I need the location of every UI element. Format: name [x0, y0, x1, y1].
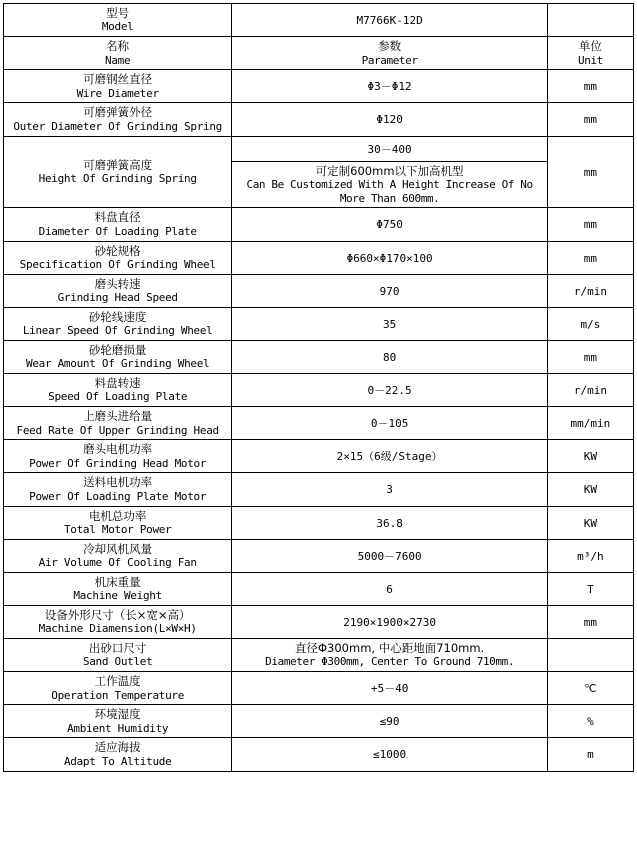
- row-unit-text: mm: [583, 350, 598, 364]
- row-value-feed-rate-upper-grinding-head: [232, 407, 548, 440]
- column-header-name-en: Name: [105, 53, 131, 67]
- row-label-cn: 可磨弹簧外径: [83, 105, 153, 120]
- row-unit-air-volume-cooling-fan: [547, 539, 633, 572]
- row-label-cn: 适应海拔: [94, 740, 141, 755]
- row-label-cn: 上磨头进给量: [83, 409, 153, 424]
- table-row: [4, 639, 634, 672]
- row-label-cn: 冷却风机风量: [83, 541, 153, 556]
- row-unit-specification-grinding-wheel: [547, 241, 633, 274]
- table-row: [4, 307, 634, 340]
- row-label-cn: 砂轮磨损量: [88, 342, 147, 357]
- height-custom-note: [232, 162, 547, 208]
- row-label-cn: 环境湿度: [94, 707, 141, 722]
- row-label-en: Grinding Head Speed: [57, 291, 178, 304]
- row-label-cn: 料盘直径: [94, 210, 141, 225]
- row-label-en: Operation Temperature: [51, 688, 185, 702]
- row-label-air-volume-cooling-fan: [4, 539, 232, 572]
- row-unit-ambient-humidity: [547, 705, 633, 738]
- row-value-text: 2190×1900×2730: [343, 615, 436, 629]
- row-label-cn: 可磨钢丝直径: [83, 72, 153, 87]
- row-label-cn: 设备外形尺寸（长×宽×高）: [44, 607, 191, 622]
- row-value-power-grinding-head-motor: [232, 440, 548, 473]
- column-header-parameter-en: Parameter: [361, 53, 418, 67]
- row-unit-wear-amount-grinding-wheel: [547, 340, 633, 373]
- height-range-value: [232, 137, 547, 162]
- row-unit-adapt-to-altitude: [547, 738, 633, 771]
- table-row: [4, 70, 634, 103]
- row-label-cn: 出砂口尺寸: [88, 641, 147, 655]
- row-value-specification-grinding-wheel: [232, 241, 548, 274]
- row-value-total-motor-power: [232, 506, 548, 539]
- row-label-cn: 送料电机功率: [83, 475, 153, 490]
- row-label-speed-loading-plate: [4, 374, 232, 407]
- row-value-outer-diameter-grinding-spring: [232, 103, 548, 136]
- row-unit-text: mm: [583, 80, 598, 94]
- row-value-text: ≤1000: [373, 748, 407, 762]
- row-value-text: 35: [382, 317, 397, 331]
- row-label-cn: 砂轮线速度: [88, 309, 147, 324]
- row-value-ambient-humidity: [232, 705, 548, 738]
- row-value-cn: 直径Φ300mm, 中心距地面710mm.: [294, 641, 485, 655]
- row-value-en: Diameter Φ300mm, Center To Ground 710mm.: [265, 655, 515, 669]
- row-label-en: Ambient Humidity: [67, 721, 169, 735]
- table-row: [4, 274, 634, 307]
- row-value-linear-speed-grinding-wheel: [232, 307, 548, 340]
- row-unit-text: T: [587, 582, 594, 596]
- row-label-sand-outlet: [4, 639, 232, 672]
- row-label-cn: 可磨弹簧高度: [83, 157, 153, 172]
- height-custom-note-en: Can Be Customized With A Height Increase Of No More Than 600mm.: [246, 177, 533, 205]
- row-label-wire-diameter: [4, 70, 232, 103]
- row-value-height-grinding-spring: [232, 136, 548, 208]
- row-unit-diameter-loading-plate: [547, 208, 633, 241]
- row-label-en: Wear Amount Of Grinding Wheel: [26, 357, 210, 371]
- column-header-unit-en: Unit: [577, 53, 603, 67]
- row-unit-text: mm: [583, 615, 598, 629]
- row-value-speed-loading-plate: [232, 374, 548, 407]
- row-unit-power-loading-plate-motor: [547, 473, 633, 506]
- row-label-en: Power Of Loading Plate Motor: [29, 489, 207, 503]
- row-value-air-volume-cooling-fan: [232, 539, 548, 572]
- row-label-en: Total Motor Power: [63, 522, 172, 536]
- row-label-machine-weight: [4, 572, 232, 605]
- row-value-text: +5－40: [370, 682, 409, 696]
- row-value-wire-diameter: [232, 70, 548, 103]
- row-value-operation-temperature: [232, 672, 548, 705]
- row-unit-text: r/min: [573, 384, 607, 398]
- table-row: [4, 4, 634, 37]
- row-value-text: 36.8: [376, 516, 403, 530]
- row-label-linear-speed-grinding-wheel: [4, 307, 232, 340]
- height-custom-note-cn: 可定制600mm以下加高机型: [315, 163, 464, 178]
- row-unit-grinding-head-speed: [547, 274, 633, 307]
- table-row: [4, 407, 634, 440]
- row-label-grinding-head-speed: [4, 274, 232, 307]
- row-label-feed-rate-upper-grinding-head: [4, 407, 232, 440]
- row-label-model: [4, 4, 232, 37]
- row-unit-text: mm: [583, 218, 598, 232]
- row-value-text: 3: [386, 483, 393, 497]
- row-value-text: 30－400: [367, 142, 412, 156]
- row-value-adapt-to-altitude: [232, 738, 548, 771]
- row-value-machine-dimension: [232, 605, 548, 638]
- row-value-diameter-loading-plate: [232, 208, 548, 241]
- row-unit-sand-outlet: [547, 639, 633, 672]
- row-label-diameter-loading-plate: [4, 208, 232, 241]
- row-value-text: 0－22.5: [367, 384, 412, 398]
- row-unit-text: m³/h: [577, 549, 604, 563]
- row-label-cn: 电机总功率: [88, 508, 147, 523]
- row-label-ambient-humidity: [4, 705, 232, 738]
- row-label-wear-amount-grinding-wheel: [4, 340, 232, 373]
- table-row: [4, 605, 634, 638]
- table-row: [4, 440, 634, 473]
- row-label-en: Sand Outlet: [82, 655, 153, 669]
- row-value-text: 970: [379, 284, 400, 298]
- row-unit-text: KW: [583, 516, 598, 530]
- row-label-power-grinding-head-motor: [4, 440, 232, 473]
- row-value-text: 5000－7600: [357, 549, 422, 563]
- row-value-text: Φ660×Φ170×100: [346, 251, 433, 265]
- row-label-en: Outer Diameter Of Grinding Spring: [13, 119, 222, 133]
- row-value-text: 0－105: [370, 417, 409, 431]
- table-row: [4, 241, 634, 274]
- row-label-adapt-to-altitude: [4, 738, 232, 771]
- row-unit-machine-weight: [547, 572, 633, 605]
- table-row: [4, 572, 634, 605]
- row-unit-text: mm/min: [570, 417, 611, 431]
- row-unit-text: mm: [583, 251, 598, 265]
- row-unit-text: m/s: [580, 317, 601, 331]
- row-unit-speed-loading-plate: [547, 374, 633, 407]
- column-header-parameter-cn: 参数: [378, 39, 402, 54]
- row-label-outer-diameter-grinding-spring: [4, 103, 232, 136]
- row-unit-text: r/min: [573, 284, 607, 298]
- row-label-en: Feed Rate Of Upper Grinding Head: [16, 423, 219, 437]
- table-row: [4, 340, 634, 373]
- row-label-cn: 机床重量: [94, 574, 141, 589]
- row-unit-operation-temperature: [547, 672, 633, 705]
- row-label-specification-grinding-wheel: [4, 241, 232, 274]
- row-unit-text: mm: [583, 113, 598, 127]
- row-label-cn: 磨头转速: [94, 276, 141, 291]
- row-unit-text: m: [587, 748, 594, 762]
- column-header-name-cn: 名称: [106, 39, 130, 54]
- column-header-parameter: [232, 37, 548, 70]
- table-row: [4, 539, 634, 572]
- row-unit-model: [547, 4, 633, 37]
- row-unit-total-motor-power: [547, 506, 633, 539]
- column-header-unit-cn: 单位: [578, 39, 602, 54]
- row-unit-text: mm: [583, 165, 598, 179]
- table-row: [4, 208, 634, 241]
- table-row: [4, 136, 634, 208]
- row-label-cn: 砂轮规格: [94, 243, 141, 258]
- row-label-en: Specification Of Grinding Wheel: [19, 257, 216, 271]
- row-value-text: 2×15（6级/Stage）: [336, 450, 443, 464]
- column-header-unit: [547, 37, 633, 70]
- table-row: [4, 705, 634, 738]
- row-unit-power-grinding-head-motor: [547, 440, 633, 473]
- table-row: [4, 103, 634, 136]
- row-unit-wire-diameter: [547, 70, 633, 103]
- row-unit-outer-diameter-grinding-spring: [547, 103, 633, 136]
- row-value-text: ≤90: [379, 715, 400, 729]
- table-row: [4, 374, 634, 407]
- row-label-en: Adapt To Altitude: [63, 754, 172, 768]
- row-label-cn: 磨头电机功率: [83, 442, 153, 457]
- row-value-text: 6: [386, 582, 393, 596]
- row-label-en: Model: [101, 20, 134, 34]
- row-value-wear-amount-grinding-wheel: [232, 340, 548, 373]
- row-unit-machine-dimension: [547, 605, 633, 638]
- row-unit-text: KW: [583, 483, 598, 497]
- row-unit-feed-rate-upper-grinding-head: [547, 407, 633, 440]
- specification-table: [3, 3, 634, 772]
- column-header-name: [4, 37, 232, 70]
- row-label-en: Speed Of Loading Plate: [48, 390, 188, 404]
- table-header-row: [4, 37, 634, 70]
- row-label-cn: 型号: [106, 6, 130, 20]
- row-label-power-loading-plate-motor: [4, 473, 232, 506]
- table-row: [4, 738, 634, 771]
- row-value-text: M7766K-12D: [356, 14, 423, 28]
- row-unit-text: ℃: [584, 682, 597, 696]
- row-label-en: Linear Speed Of Grinding Wheel: [22, 324, 213, 338]
- row-unit-linear-speed-grinding-wheel: [547, 307, 633, 340]
- row-value-text: Φ750: [376, 218, 403, 232]
- row-label-en: Air Volume Of Cooling Fan: [38, 556, 197, 569]
- row-label-height-grinding-spring: [4, 136, 232, 208]
- row-value-sand-outlet: [232, 639, 548, 672]
- row-value-power-loading-plate-motor: [232, 473, 548, 506]
- row-label-cn: 工作温度: [94, 674, 141, 689]
- row-unit-height-grinding-spring: [547, 136, 633, 208]
- row-label-en: Power Of Grinding Head Motor: [29, 456, 207, 470]
- row-value-grinding-head-speed: [232, 274, 548, 307]
- row-unit-text: %: [587, 715, 594, 729]
- row-value-model: [232, 4, 548, 37]
- row-label-en: Diameter Of Loading Plate: [38, 224, 197, 238]
- row-value-text: Φ120: [376, 113, 403, 127]
- row-label-en: Machine Weight: [73, 589, 162, 603]
- row-label-total-motor-power: [4, 506, 232, 539]
- table-row: [4, 473, 634, 506]
- row-value-text: Φ3－Φ12: [367, 80, 412, 94]
- row-label-operation-temperature: [4, 672, 232, 705]
- row-label-machine-dimension: [4, 605, 232, 638]
- row-unit-text: KW: [583, 450, 598, 464]
- row-label-en: Height Of Grinding Spring: [38, 172, 197, 186]
- row-value-machine-weight: [232, 572, 548, 605]
- row-label-en: Wire Diameter: [76, 86, 159, 100]
- table-row: [4, 506, 634, 539]
- row-label-cn: 料盘转速: [94, 376, 141, 390]
- row-label-en: Machine Diamension(L×W×H): [38, 622, 197, 636]
- row-value-text: 80: [382, 350, 397, 364]
- table-row: [4, 672, 634, 705]
